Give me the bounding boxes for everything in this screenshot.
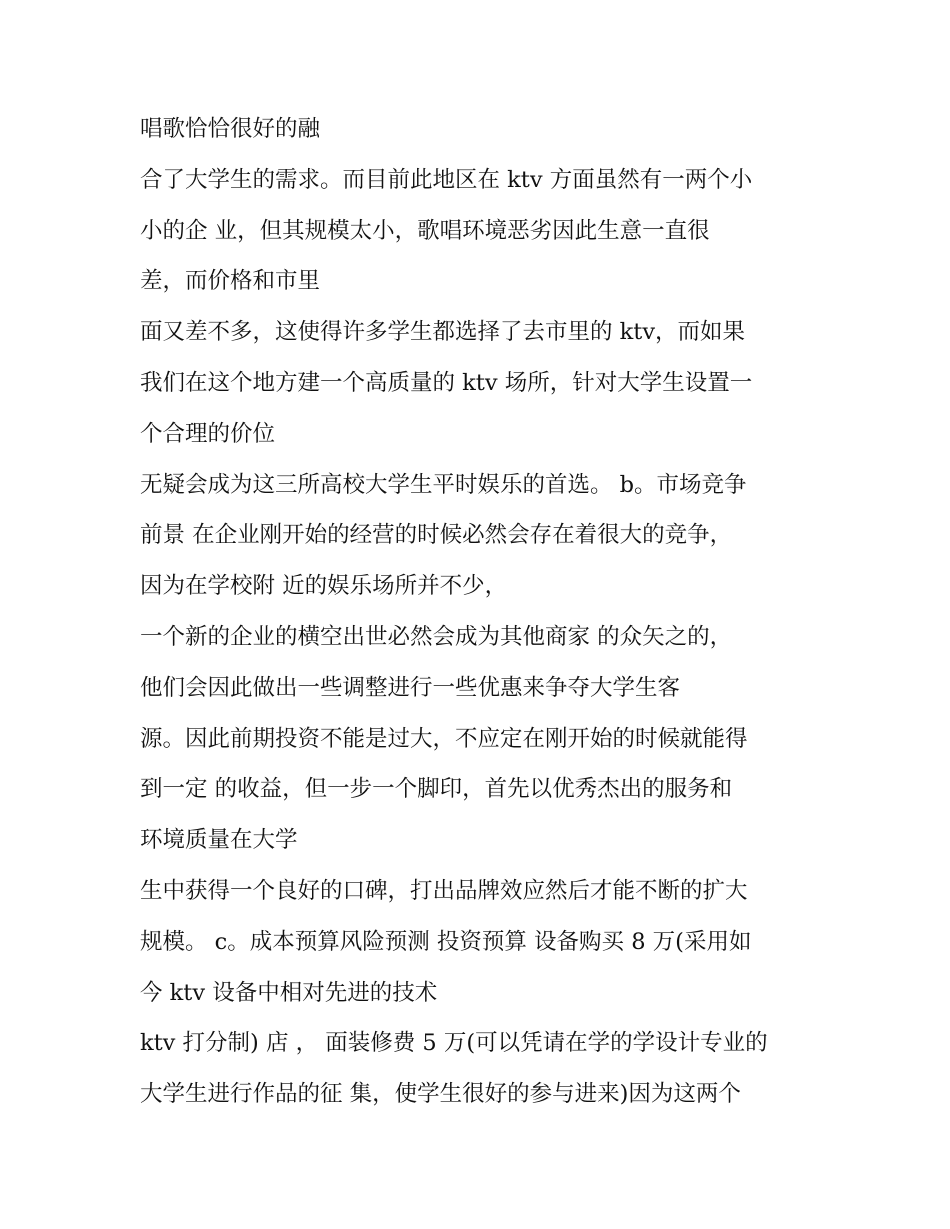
text-line: 一个新的企业的横空出世必然会成为其他商家 的众矢之的， [140, 623, 733, 650]
text-line: 我们在这个地方建一个高质量的 ktv 场所，针对大学生设置一 [140, 369, 753, 396]
text-line: 合了大学生的需求。而目前此地区在 ktv 方面虽然有一两个小 [140, 166, 753, 193]
text-line: 无疑会成为这三所高校大学生平时娱乐的首选。 b。市场竞争 [140, 471, 747, 498]
text-line: 差，而价格和市里 [140, 268, 321, 295]
body-text [140, 109, 820, 1125]
text-line: 小的企 业，但其规模太小，歌唱环境恶劣因此生意一直很 [140, 217, 710, 244]
text-line: 前景 在企业刚开始的经营的时候必然会存在着很大的竞争， [140, 522, 733, 549]
text-line: 规模。 c。成本预算风险预测 投资预算 设备购买 8 万(采用如 [140, 928, 752, 955]
text-line: 大学生进行作品的征 集，使学生很好的参与进来)因为这两个 [140, 1081, 741, 1108]
text-line: 个合理的价位 [140, 420, 276, 447]
text-line: 源。因此前期投资不能是过大，不应定在刚开始的时候就能得 [140, 725, 748, 752]
text-line: ktv 打分制) 店 ， 面装修费 5 万(可以凭请在学的学设计专业的 [140, 1030, 768, 1057]
text-line: 环境质量在大学 [140, 827, 298, 854]
text-line: 到一定 的收益，但一步一个脚印，首先以优秀杰出的服务和 [140, 776, 733, 803]
text-line: 今 ktv 设备中相对先进的技术 [140, 979, 438, 1006]
text-line: 唱歌恰恰很好的融 [140, 116, 321, 142]
text-line: 生中获得一个良好的口碑，打出品牌效应然后才能不断的扩大 [140, 877, 748, 904]
text-line: 他们会因此做出一些调整进行一些优惠来争夺大学生客 [140, 674, 681, 701]
text-line: 因为在学校附 近的娱乐场所并不少， [140, 573, 508, 600]
text-line: 面又差不多，这使得许多学生都选择了去市里的 ktv，而如果 [140, 319, 746, 346]
